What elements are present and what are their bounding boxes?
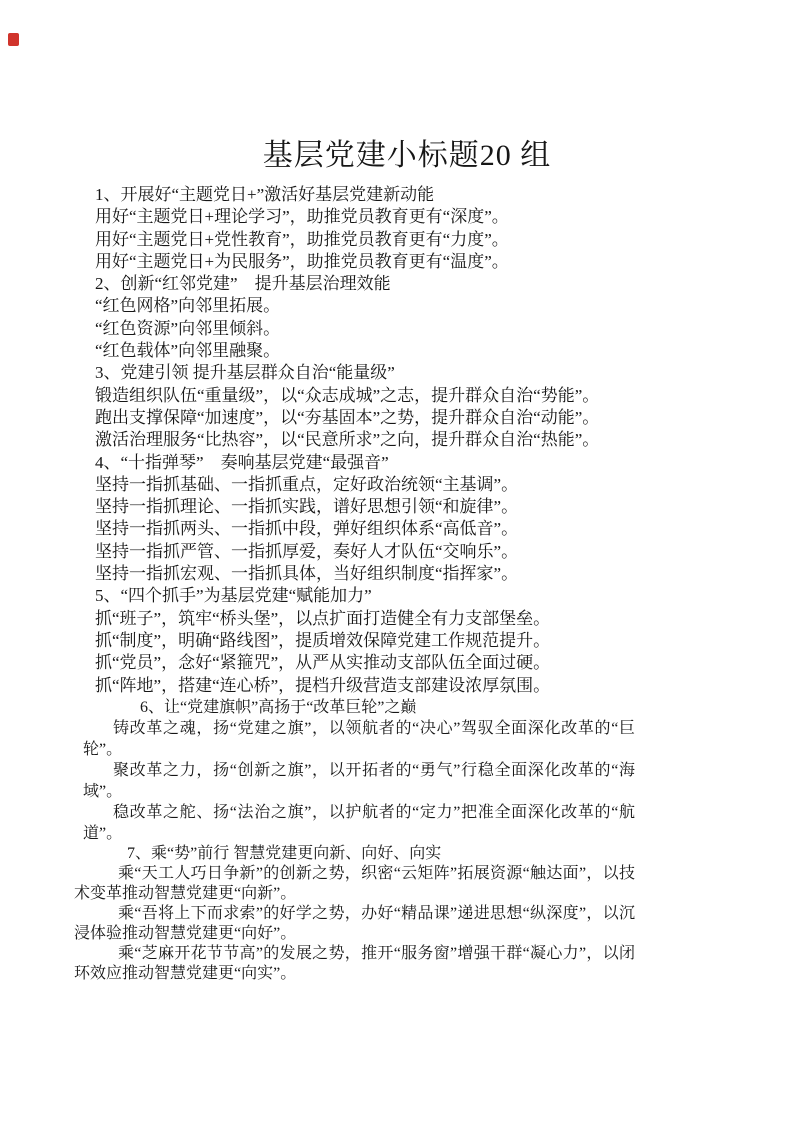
section-paragraph: 聚改革之力，扬“创新之旗”，以开拓者的“勇气”行稳全面深化改革的“海域”。 (83, 761, 635, 800)
section-heading: 4、“十指弹琴” 奏响基层党建“最强音” (95, 452, 389, 472)
section-heading: 3、党建引领 提升基层群众自治“能量级” (95, 363, 395, 383)
section-line: 用好“主题党日+理论学习”，助推党员教育更有“深度”。 (95, 207, 509, 227)
section-4 (83, 452, 659, 586)
section-line: 抓“班子”，筑牢“桥头堡”，以点扩面打造健全有力支部堡垒。 (95, 608, 551, 628)
section-heading: 2、创新“红邻党建” 提升基层治理效能 (95, 274, 391, 294)
section-line: “红色网格”向邻里拓展。 (95, 296, 281, 316)
section-paragraph: 乘“吾将上下而求索”的好学之势，办好“精品课”递进思想“纵深度”，以沉浸体验推动智慧党建更“向好”。 (74, 904, 635, 942)
section-paragraph: 乘“芝麻开花节节高”的发展之势，推开“服务窗”增强干群“凝心力”，以闭环效应推动智慧党建更“向实”。 (74, 944, 635, 982)
section-paragraph: 稳改革之舵、扬“法治之旗”，以护航者的“定力”把准全面深化改革的“航道”。 (83, 803, 635, 842)
section-line: “红色载体”向邻里融聚。 (95, 341, 281, 361)
document-page (74, 136, 659, 984)
section-7 (74, 844, 635, 984)
section-line: 抓“党员”，念好“紧箍咒”，从严从实推动支部队伍全面过硬。 (95, 653, 551, 673)
section-paragraph: 乘“天工人巧日争新”的创新之势，织密“云矩阵”拓展资源“触达面”，以技术变革推动智慧党建更“向新”。 (74, 864, 635, 902)
section-line: 坚持一指抓宏观、一指抓具体，当好组织制度“指挥家”。 (95, 564, 519, 584)
section-line: “红色资源”向邻里倾斜。 (95, 318, 281, 338)
section-3 (83, 362, 659, 451)
section-1 (83, 184, 659, 273)
section-line: 抓“阵地”，搭建“连心桥”，提档升级营造支部建设浓厚氛围。 (95, 675, 551, 695)
section-paragraph: 铸改革之魂，扬“党建之旗”，以领航者的“决心”驾驭全面深化改革的“巨轮”。 (83, 719, 635, 758)
section-heading: 5、“四个抓手”为基层党建“赋能加力” (95, 586, 372, 606)
document-title: 基层党建小标题20 组 (262, 139, 552, 172)
section-2 (83, 273, 659, 362)
section-line: 坚持一指抓严管、一指抓厚爱，奏好人才队伍“交响乐”。 (95, 541, 519, 561)
section-line: 跑出支撑保障“加速度”，以“夯基固本”之势，提升群众自治“动能”。 (95, 407, 600, 427)
section-heading: 7、乘“势”前行 智慧党建更向新、向好、向实 (127, 844, 442, 862)
section-line: 用好“主题党日+党性教育”，助推党员教育更有“力度”。 (95, 229, 509, 249)
section-line: 用好“主题党日+为民服务”，助推党员教育更有“温度”。 (95, 251, 509, 271)
section-6 (83, 697, 635, 844)
section-line: 坚持一指抓理论、一指抓实践，谱好思想引领“和旋律”。 (95, 497, 519, 517)
section-line: 锻造组织队伍“重量级”，以“众志成城”之志，提升群众自治“势能”。 (95, 385, 600, 405)
section-5 (83, 585, 659, 696)
section-line: 抓“制度”，明确“路线图”，提质增效保障党建工作规范提升。 (95, 630, 551, 650)
section-line: 坚持一指抓基础、一指抓重点，定好政治统领“主基调”。 (95, 474, 519, 494)
section-heading: 1、开展好“主题党日+”激活好基层党建新动能 (95, 185, 435, 204)
red-corner-marker-icon (8, 33, 19, 46)
section-line: 激活治理服务“比热容”，以“民意所求”之向，提升群众自治“热能”。 (95, 430, 600, 450)
section-heading: 6、让“党建旗帜”高扬于“改革巨轮”之巅 (140, 698, 417, 716)
section-line: 坚持一指抓两头、一指抓中段，弹好组织体系“高低音”。 (95, 519, 519, 539)
